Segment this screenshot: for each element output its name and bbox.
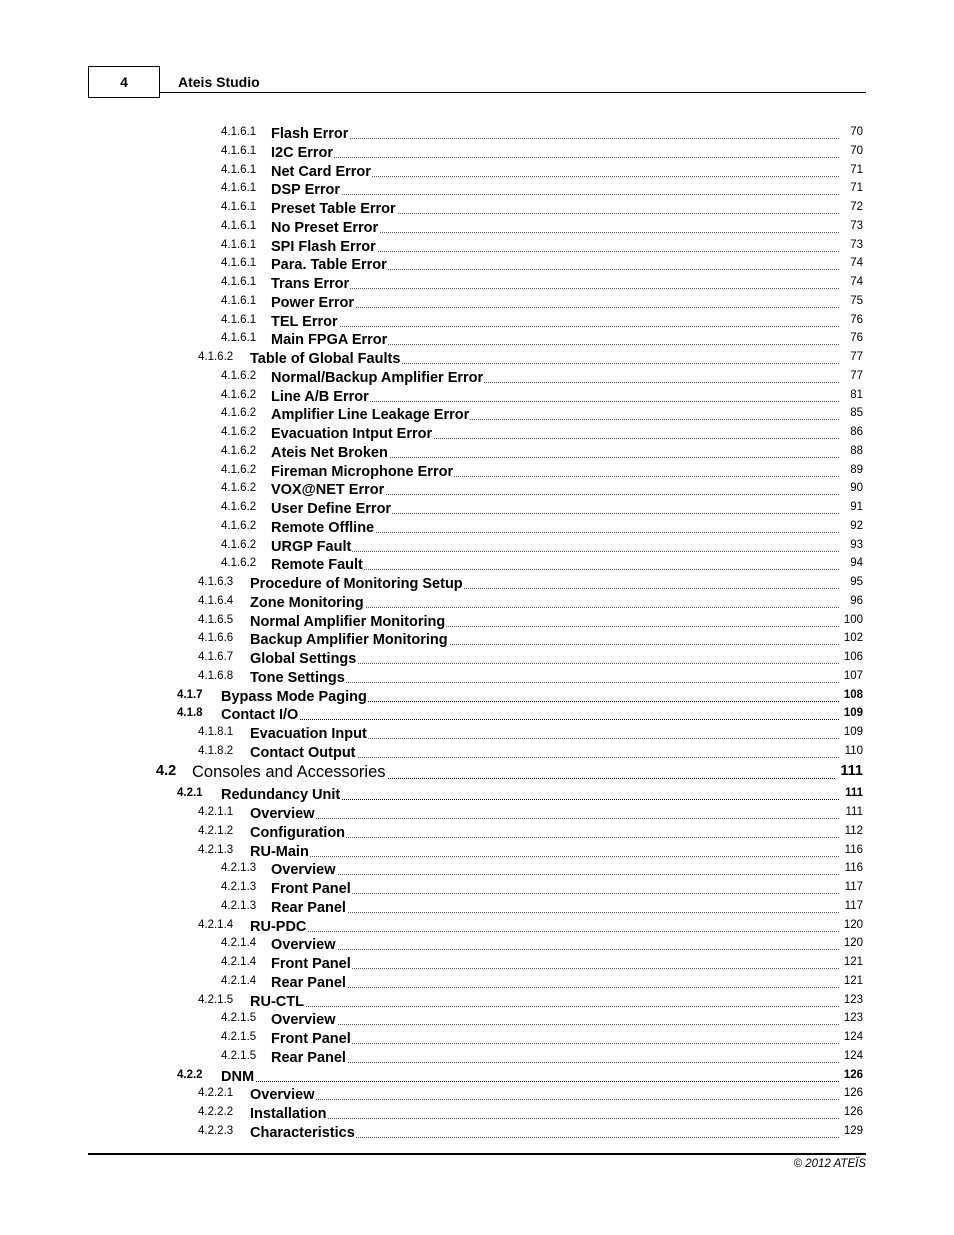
toc-entry-title[interactable]: RU-PDC: [250, 918, 307, 935]
toc-entry-number: 4.2.1.5: [198, 993, 234, 1006]
toc-entry-page: 100: [843, 613, 863, 626]
toc-entry-leader: [221, 1067, 839, 1082]
toc-entry[interactable]: [0, 405, 954, 423]
toc-entry[interactable]: [0, 443, 954, 461]
toc-entry-page: 121: [843, 974, 863, 987]
toc-entry-title[interactable]: Consoles and Accessories: [192, 762, 386, 781]
toc-entry-page: 123: [843, 1012, 863, 1025]
toc-entry-title[interactable]: SPI Flash Error: [271, 238, 376, 255]
toc-entry-page: 116: [844, 843, 863, 856]
toc-entry-leader: [271, 879, 839, 894]
toc-entry-leader: [271, 860, 839, 875]
toc-entry-title[interactable]: Normal Amplifier Monitoring: [250, 613, 446, 630]
toc-entry-number: 4.1.6.1: [221, 182, 257, 195]
toc-entry-title[interactable]: User Define Error: [271, 501, 392, 517]
toc-entry-title[interactable]: Rear Panel: [271, 1049, 346, 1066]
toc-entry-title[interactable]: I2C Error: [271, 144, 334, 161]
toc-entry[interactable]: [0, 237, 954, 255]
toc-entry-page: 70: [850, 126, 863, 138]
toc-entry-leader: [271, 293, 839, 308]
toc-entry-page: 90: [850, 482, 863, 495]
toc-entry-leader: [271, 898, 839, 913]
toc-entry-leader: [271, 1048, 839, 1063]
toc-entry[interactable]: [0, 1029, 954, 1047]
toc-entry[interactable]: [0, 842, 954, 860]
footer-copyright: © 2012 ATEÏS: [793, 1158, 866, 1170]
toc-entry-page: 91: [850, 501, 863, 513]
toc-entry[interactable]: [0, 785, 954, 803]
toc-entry-title[interactable]: Flash Error: [271, 126, 349, 142]
toc-entry-page: 120: [843, 937, 863, 950]
toc-entry-number: 4.2.1.3: [221, 862, 257, 875]
toc-entry[interactable]: [0, 804, 954, 822]
toc-entry-number: 4.2.1.4: [221, 974, 257, 987]
toc-entry-page: 74: [850, 257, 863, 270]
toc-entry-number: 4.1.6.4: [198, 594, 234, 607]
toc-entry-leader: [250, 992, 839, 1007]
header-title: Ateis Studio: [178, 74, 260, 90]
toc-entry[interactable]: [0, 480, 954, 498]
toc-entry-page: 117: [844, 899, 863, 912]
toc-entry[interactable]: [0, 1085, 954, 1103]
toc-entry-title[interactable]: Fireman Microphone Error: [271, 463, 454, 480]
toc-entry-number: 4.1.6.2: [221, 426, 257, 438]
toc-entry-number: 4.1.6.2: [221, 482, 257, 495]
toc-entry-number: 4.1.6.2: [198, 351, 234, 363]
toc-entry-title[interactable]: Backup Amplifier Monitoring: [250, 632, 448, 649]
toc-entry-leader: [271, 143, 839, 158]
toc-entry-title[interactable]: Table of Global Faults: [250, 351, 401, 367]
toc-entry-title[interactable]: Evacuation Input: [250, 726, 367, 742]
toc-entry[interactable]: [0, 518, 954, 536]
toc-entry-page: 73: [850, 238, 863, 251]
toc-entry-number: 4.1.6.2: [221, 538, 257, 551]
toc-entry-title[interactable]: Preset Table Error: [271, 201, 396, 217]
toc-entry[interactable]: [0, 705, 954, 723]
toc-entry-page: 117: [844, 881, 863, 893]
toc-entry[interactable]: [0, 1123, 954, 1141]
toc-entry-page: 71: [850, 163, 863, 176]
toc-entry-page: 111: [840, 762, 863, 779]
toc-entry-number: 4.1.6.2: [221, 444, 257, 457]
toc-entry-page: 88: [850, 444, 863, 457]
toc-entry-number: 4.2.1.5: [221, 1012, 257, 1025]
toc-entry-title[interactable]: Overview: [250, 806, 315, 822]
toc-entry-title[interactable]: Redundancy Unit: [221, 787, 341, 804]
toc-entry-number: 4.1.6.2: [221, 369, 257, 382]
toc-entry-title[interactable]: No Preset Error: [271, 219, 379, 236]
toc-entry-number: 4.2.2.3: [198, 1124, 234, 1137]
toc-entry-page: 96: [850, 594, 863, 607]
toc-entry[interactable]: [0, 743, 954, 761]
toc-entry[interactable]: [0, 593, 954, 611]
toc-entry[interactable]: [0, 935, 954, 953]
toc-entry-page: 123: [843, 993, 863, 1006]
toc-entry-page: 120: [843, 918, 863, 931]
toc-entry[interactable]: [0, 574, 954, 592]
toc-entry-page: 92: [850, 519, 863, 532]
toc-entry-title[interactable]: Remote Fault: [271, 557, 363, 574]
toc-entry[interactable]: [0, 954, 954, 972]
toc-entry-title[interactable]: Zone Monitoring: [250, 594, 364, 611]
toc-entry-page: 106: [843, 651, 863, 663]
toc-entry[interactable]: [0, 917, 954, 935]
toc-entry-number: 4.2.2: [177, 1068, 203, 1081]
toc-entry-leader: [271, 973, 839, 988]
toc-entry-page: 73: [850, 219, 863, 232]
toc-entry-title[interactable]: Trans Error: [271, 276, 350, 292]
toc-entry-number: 4.2.2.1: [198, 1087, 234, 1100]
toc-entry-page: 77: [850, 351, 863, 363]
toc-entry-leader: [271, 935, 839, 950]
toc-entry[interactable]: [0, 218, 954, 236]
toc-entry-title[interactable]: Overview: [271, 862, 336, 879]
toc-entry-page: 111: [845, 787, 863, 800]
toc-entry-number: 4.1.6.1: [221, 294, 257, 307]
toc-entry-title[interactable]: Rear Panel: [271, 899, 346, 916]
toc-entry-page: 126: [843, 1087, 863, 1100]
toc-entry-number: 4.1.6.6: [198, 632, 234, 645]
toc-entry-number: 4.1.6.1: [221, 126, 257, 138]
toc-entry-title[interactable]: Main FPGA Error: [271, 332, 388, 349]
toc-entry-number: 4.1.6.1: [221, 201, 257, 213]
toc-entry-leader: [250, 917, 839, 932]
toc-entry-title[interactable]: Overview: [250, 1087, 315, 1104]
toc-entry-number: 4.1.6.2: [221, 557, 257, 570]
toc-entry-title[interactable]: Ateis Net Broken: [271, 444, 388, 461]
toc-entry[interactable]: [0, 255, 954, 273]
toc-entry-page: 111: [845, 806, 863, 818]
toc-entry-page: 72: [850, 201, 863, 213]
toc-entry-title[interactable]: Normal/Backup Amplifier Error: [271, 369, 484, 386]
toc-entry-title[interactable]: Overview: [271, 1012, 336, 1029]
toc-entry-title[interactable]: VOX@NET Error: [271, 482, 385, 499]
toc-entry-number: 4.2.1.3: [198, 843, 234, 856]
toc-entry-number: 4.2.1.3: [221, 881, 257, 893]
toc-entry-number: 4.1.6.8: [198, 669, 234, 682]
toc-entry-page: 126: [843, 1106, 863, 1118]
toc-entry-page: 93: [850, 538, 863, 551]
toc-entry-number: 4.1.6.7: [198, 651, 234, 663]
toc-entry-title[interactable]: Characteristics: [250, 1124, 355, 1141]
toc-entry-title[interactable]: Overview: [271, 937, 336, 954]
toc-entry[interactable]: [0, 687, 954, 705]
toc-entry-title[interactable]: Rear Panel: [271, 974, 346, 991]
toc-entry[interactable]: [0, 879, 954, 897]
toc-entry-number: 4.2.2.2: [198, 1106, 234, 1118]
toc-entry[interactable]: [0, 293, 954, 311]
toc-entry-number: 4.1.6.2: [221, 388, 257, 401]
toc-entry-title[interactable]: Para. Table Error: [271, 257, 387, 274]
toc-entry-title[interactable]: Contact Output: [250, 744, 356, 761]
toc-entry-page: 109: [843, 707, 863, 720]
page-number: 4: [88, 66, 160, 98]
toc-entry[interactable]: [0, 199, 954, 217]
toc-entry-page: 75: [850, 294, 863, 307]
toc-entry[interactable]: [0, 1067, 954, 1085]
toc-entry-number: 4.1.7: [177, 688, 203, 701]
toc-entry-page: 71: [850, 182, 863, 195]
toc-entry-number: 4.1.6.1: [221, 257, 257, 270]
toc-entry-page: 102: [843, 632, 863, 645]
toc-entry-page: 86: [850, 426, 863, 438]
toc-entry-leader: [250, 804, 839, 819]
toc-entry-title[interactable]: Power Error: [271, 294, 354, 311]
toc-entry-number: 4.2.1.2: [198, 824, 234, 837]
toc-entry-number: 4.2.1.1: [198, 806, 234, 818]
toc-entry-title[interactable]: Line A/B Error: [271, 388, 369, 405]
toc-entry-page: 85: [850, 407, 863, 420]
toc-entry-number: 4.2.1.4: [221, 937, 257, 950]
toc-entry-page: 76: [850, 332, 863, 345]
toc-entry-page: 124: [843, 1049, 863, 1062]
toc-entry[interactable]: [0, 312, 954, 330]
toc-entry-leader: [271, 180, 839, 195]
toc-entry-title[interactable]: Global Settings: [250, 651, 357, 667]
toc-entry-title[interactable]: TEL Error: [271, 313, 338, 330]
toc-entry-number: 4.1.6.1: [221, 219, 257, 232]
toc-entry[interactable]: [0, 823, 954, 841]
toc-entry[interactable]: [0, 992, 954, 1010]
toc-entry-number: 4.2.1.5: [221, 1031, 257, 1043]
toc-entry[interactable]: [0, 724, 954, 742]
toc-entry-number: 4.1.6.2: [221, 407, 257, 420]
toc-entry-page: 107: [843, 669, 863, 682]
toc-entry-number: 4.1.8: [177, 707, 203, 720]
toc-entry-leader: [271, 312, 839, 327]
toc-entry[interactable]: [0, 555, 954, 573]
toc-entry-number: 4.2.1: [177, 787, 203, 800]
toc-entry-title[interactable]: Configuration: [250, 824, 346, 841]
toc-entry-title[interactable]: Front Panel: [271, 956, 351, 972]
toc-entry-number: 4.2: [156, 762, 177, 779]
toc-entry-title[interactable]: Procedure of Monitoring Setup: [250, 576, 463, 592]
toc-entry-number: 4.2.1.3: [221, 899, 257, 912]
toc-entry-number: 4.2.1.4: [221, 956, 257, 968]
toc-entry[interactable]: [0, 1104, 954, 1122]
toc-entry[interactable]: [0, 763, 954, 781]
toc-entry-title[interactable]: Installation: [250, 1106, 327, 1122]
toc-entry-number: 4.2.1.4: [198, 918, 234, 931]
toc-entry-page: 74: [850, 276, 863, 288]
toc-entry[interactable]: [0, 612, 954, 630]
toc-entry-title[interactable]: DSP Error: [271, 182, 341, 199]
toc-entry-page: 70: [850, 144, 863, 157]
toc-entry-leader: [271, 537, 839, 552]
toc-entry-leader: [271, 124, 839, 139]
toc-entry-page: 124: [843, 1031, 863, 1043]
toc-entry-leader: [250, 842, 839, 857]
toc-entry-page: 94: [850, 557, 863, 570]
toc-entry[interactable]: [0, 387, 954, 405]
toc-entry-title[interactable]: Amplifier Line Leakage Error: [271, 407, 470, 424]
toc-entry[interactable]: [0, 649, 954, 667]
toc-entry-page: 76: [850, 313, 863, 326]
toc-entry-number: 4.1.6.5: [198, 613, 234, 626]
toc-entry[interactable]: [0, 274, 954, 292]
toc-entry-number: 4.1.6.2: [221, 463, 257, 476]
toc-entry-number: 4.1.6.2: [221, 519, 257, 532]
toc-entry-number: 4.1.8.1: [198, 726, 234, 738]
toc-entry-page: 89: [850, 463, 863, 476]
toc-entry-number: 4.1.6.3: [198, 576, 234, 588]
toc-entry-page: 81: [850, 388, 863, 401]
toc-entry[interactable]: [0, 368, 954, 386]
toc-entry-number: 4.1.6.1: [221, 238, 257, 251]
toc-entry[interactable]: [0, 1048, 954, 1066]
toc-entry-leader: [250, 1085, 839, 1100]
toc-entry-leader: [271, 954, 839, 969]
toc-entry-page: 108: [843, 688, 863, 701]
toc-entry[interactable]: [0, 424, 954, 442]
toc-entry-title[interactable]: Front Panel: [271, 1031, 351, 1047]
toc-entry-leader: [221, 705, 839, 720]
toc-entry-number: 4.1.6.1: [221, 276, 257, 288]
toc-entry-leader: [271, 1029, 839, 1044]
toc-entry[interactable]: [0, 537, 954, 555]
toc-entry-page: 116: [844, 862, 863, 875]
toc-entry-title[interactable]: Bypass Mode Paging: [221, 688, 367, 705]
toc-entry-number: 4.1.6.1: [221, 332, 257, 345]
toc-entry[interactable]: [0, 860, 954, 878]
toc-entry-title[interactable]: RU-Main: [250, 843, 309, 860]
toc-entry-number: 4.1.8.2: [198, 744, 234, 757]
toc-entry-title[interactable]: DNM: [221, 1068, 255, 1085]
toc-entry-title[interactable]: Tone Settings: [250, 669, 345, 686]
toc-entry[interactable]: [0, 143, 954, 161]
toc-entry-title[interactable]: Remote Offline: [271, 519, 375, 536]
toc-entry-number: 4.1.6.1: [221, 313, 257, 326]
toc-entry-title[interactable]: Front Panel: [271, 881, 351, 897]
toc-entry-number: 4.2.1.5: [221, 1049, 257, 1062]
toc-entry-leader: [271, 1010, 839, 1025]
toc-entry-page: 112: [844, 824, 863, 837]
toc-entry-title[interactable]: Net Card Error: [271, 163, 371, 180]
toc-entry-page: 129: [843, 1124, 863, 1137]
toc-entry-title[interactable]: Contact I/O: [221, 707, 299, 724]
toc-entry-page: 126: [843, 1068, 863, 1081]
toc-entry[interactable]: [0, 898, 954, 916]
toc-entry-page: 109: [843, 726, 863, 738]
toc-entry[interactable]: [0, 499, 954, 517]
toc-entry-page: 77: [850, 369, 863, 382]
toc-entry[interactable]: [0, 973, 954, 991]
toc-entry[interactable]: [0, 630, 954, 648]
toc-entry[interactable]: [0, 124, 954, 142]
toc-entry[interactable]: [0, 330, 954, 348]
toc-entry-page: 121: [843, 956, 863, 968]
toc-entry[interactable]: [0, 162, 954, 180]
toc-entry-leader: [250, 1104, 839, 1119]
toc-entry-leader: [271, 274, 839, 289]
toc-entry-title[interactable]: URGP Fault: [271, 538, 352, 555]
footer-divider: [88, 1153, 866, 1155]
toc-entry-number: 4.1.6.1: [221, 144, 257, 157]
toc-entry[interactable]: [0, 462, 954, 480]
toc-entry[interactable]: [0, 668, 954, 686]
toc-entry-number: 4.1.6.1: [221, 163, 257, 176]
toc-entry-title[interactable]: Evacuation Intput Error: [271, 426, 433, 442]
toc-entry-page: 95: [850, 576, 863, 588]
toc-entry[interactable]: [0, 1010, 954, 1028]
toc-entry[interactable]: [0, 180, 954, 198]
toc-entry-number: 4.1.6.2: [221, 501, 257, 513]
toc-entry-page: 110: [844, 744, 863, 757]
toc-entry-title[interactable]: RU-CTL: [250, 993, 304, 1010]
toc-entry[interactable]: [0, 349, 954, 367]
